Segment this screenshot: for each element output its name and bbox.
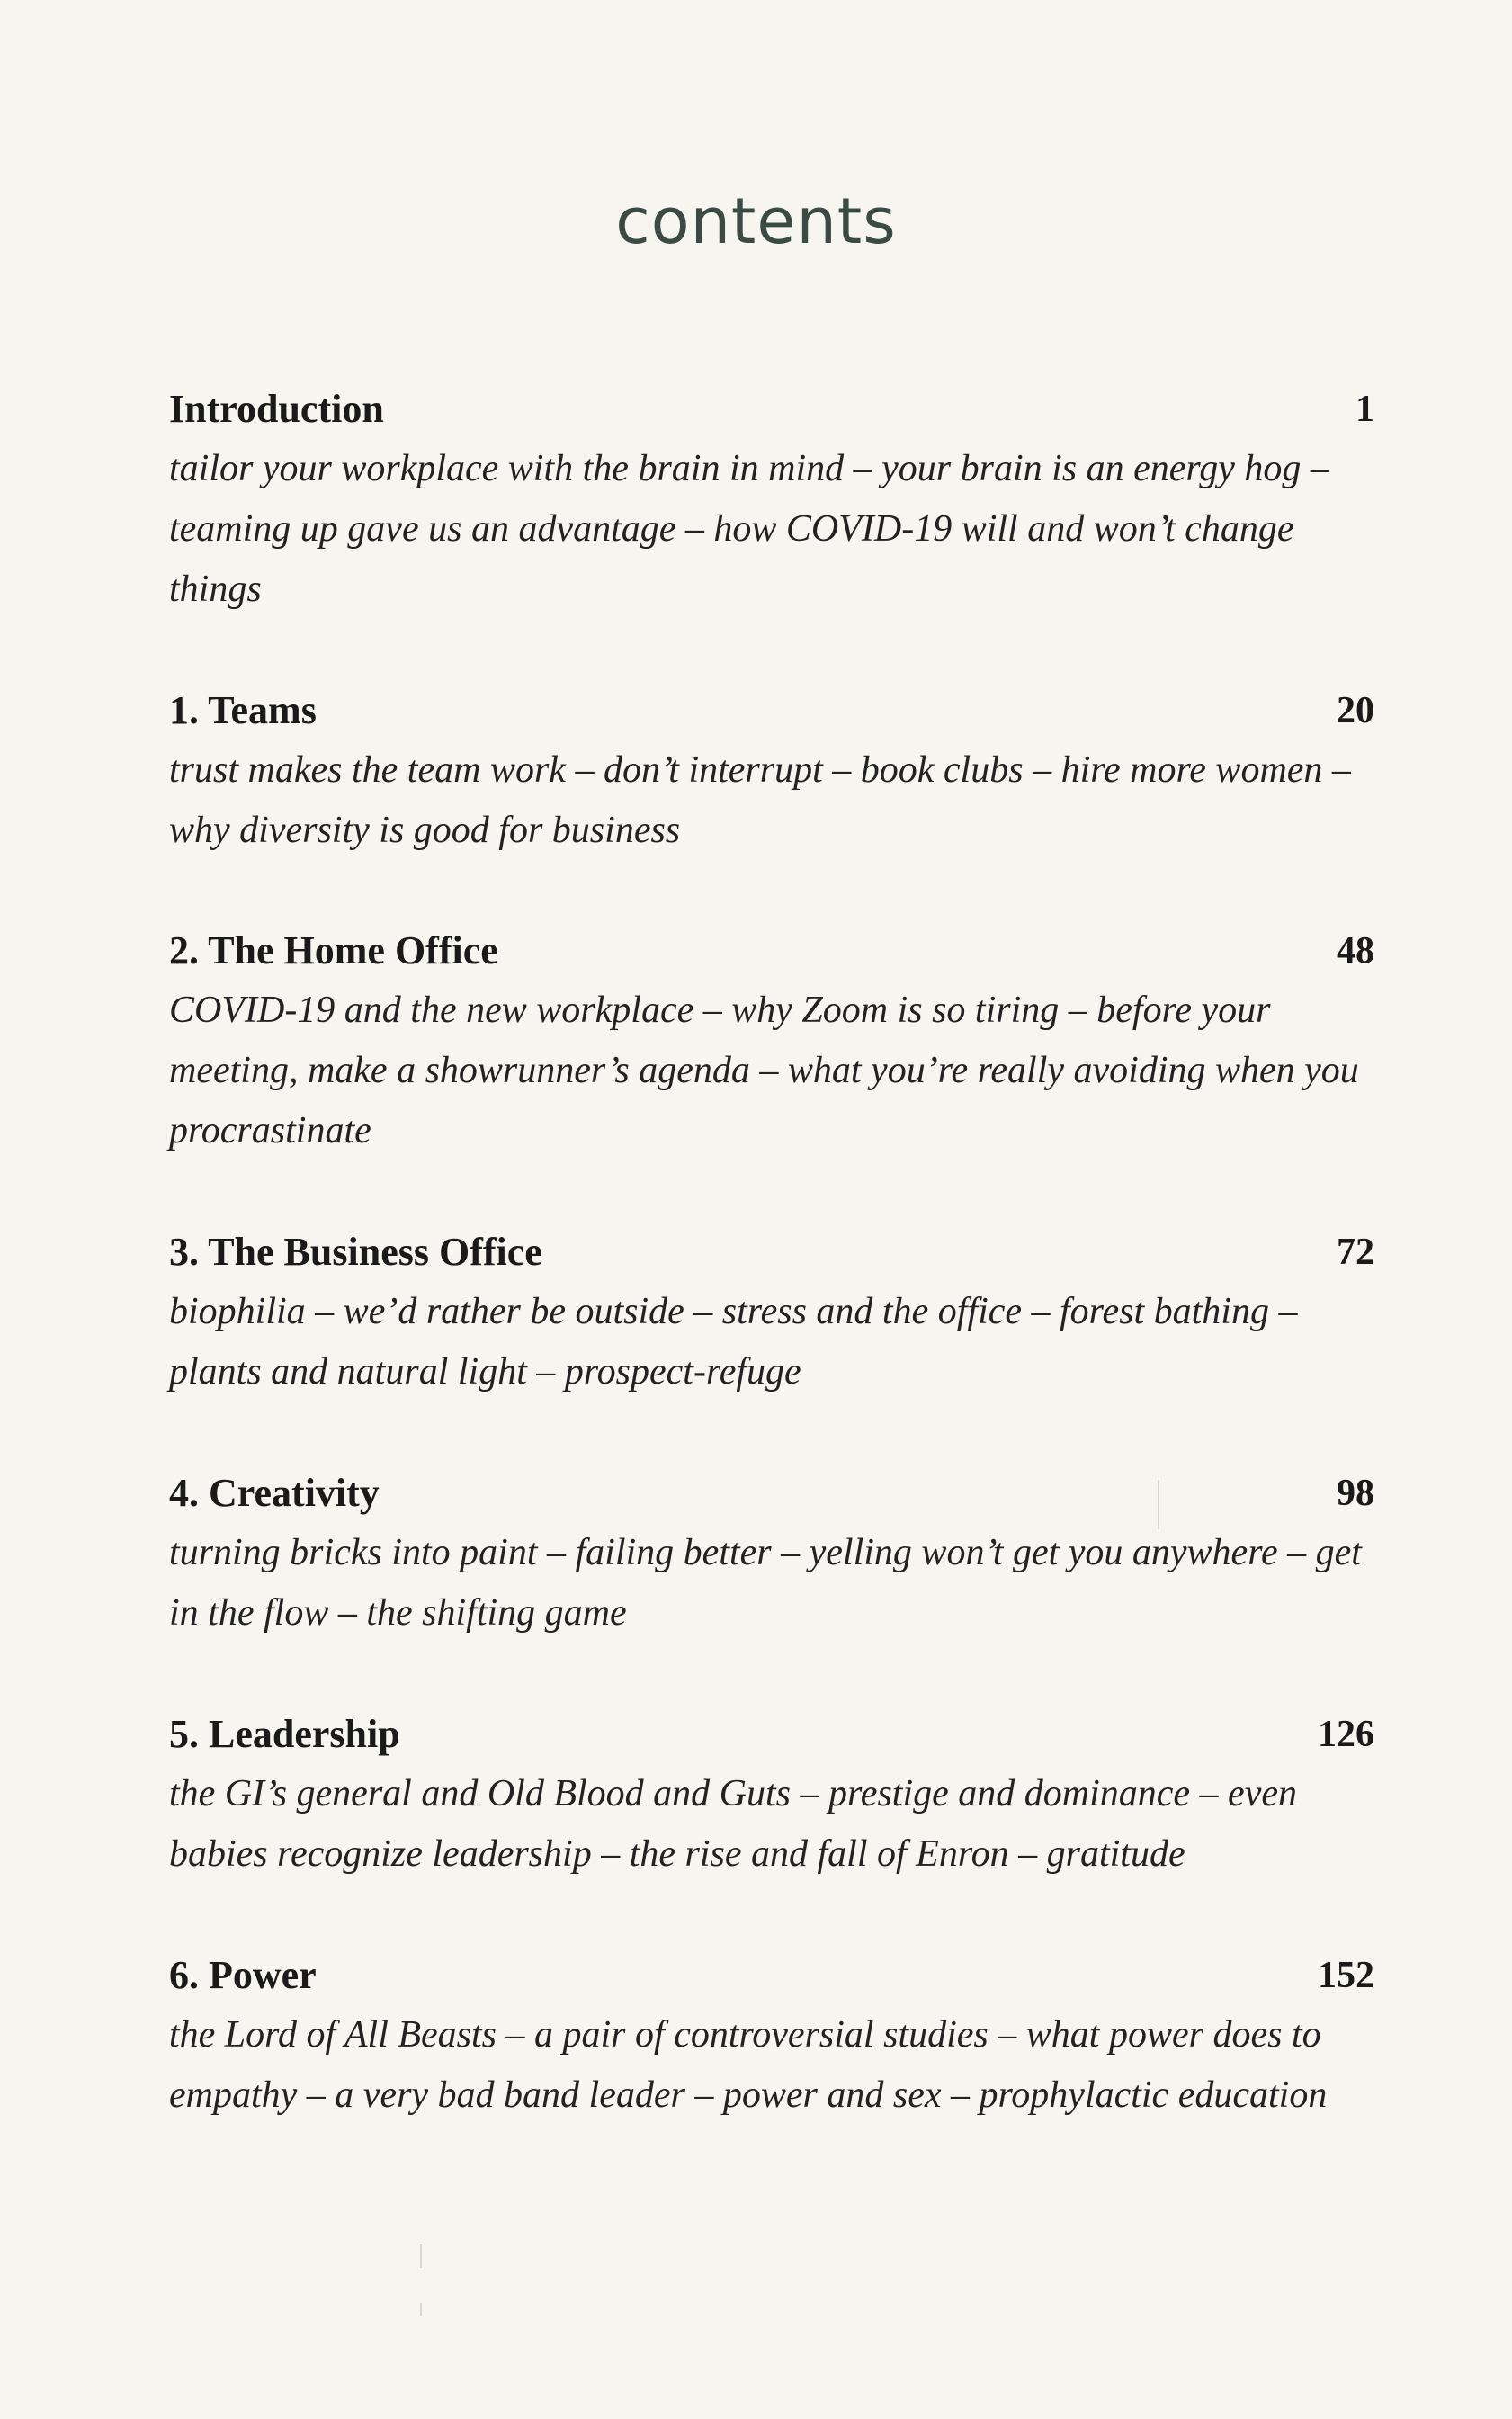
toc-entry-title: 2. The Home Office — [169, 928, 498, 972]
toc-entry-description: the GI’s general and Old Blood and Guts – prestige and dominance – even babies recognize leadership – the rise and fall of Enron – gratitude — [169, 1773, 1297, 1875]
toc-entry-page-number: 48 — [1337, 930, 1374, 972]
toc-entry-header — [169, 380, 1374, 439]
toc-entry-business-office — [169, 1223, 1374, 1402]
toc-entry-introduction — [169, 380, 1374, 620]
toc-entry-page-number: 98 — [1337, 1473, 1374, 1514]
toc-entry-teams — [169, 681, 1374, 861]
toc-entry-creativity — [169, 1464, 1374, 1644]
toc-entry-description: trust makes the team work – don’t interrupt – book clubs – hire more women – why diversity is good for business — [169, 749, 1351, 851]
toc-entry-title: 5. Leadership — [169, 1712, 400, 1756]
toc-entry-leadership — [169, 1705, 1374, 1885]
toc-entry-title: 6. Power — [169, 1953, 317, 1997]
toc-entry-header — [169, 681, 1374, 740]
toc-entry-header — [169, 1223, 1374, 1282]
toc-entry-header — [169, 1946, 1374, 2005]
toc-entry-home-office — [169, 921, 1374, 1161]
toc-entry-power — [169, 1946, 1374, 2126]
toc-entry-description: turning bricks into paint – failing better – yelling won’t get you anywhere – get in the flow – the shifting game — [169, 1532, 1362, 1634]
toc-entry-page-number: 126 — [1318, 1714, 1374, 1755]
toc-entry-page-number: 72 — [1337, 1232, 1374, 1273]
toc-entry-title: Introduction — [169, 387, 384, 431]
toc-entry-page-number: 20 — [1337, 690, 1374, 731]
toc-entry-description: tailor your workplace with the brain in mind – your brain is an energy hog – teaming up gave us an advantage – how COVID-19 will and won’t change things — [169, 448, 1329, 610]
toc-entry-description: biophilia – we’d rather be outside – stress and the office – forest bathing – plants and natural light – prospect-refuge — [169, 1291, 1298, 1393]
toc-entry-header — [169, 1464, 1374, 1523]
toc-entry-title: 4. Creativity — [169, 1471, 380, 1515]
toc-entry-title: 1. Teams — [169, 688, 317, 732]
page-heading: contents — [615, 184, 897, 258]
toc-entry-page-number: 1 — [1355, 389, 1374, 430]
toc-entry-description: COVID-19 and the new workplace – why Zoom is so tiring – before your meeting, make a showrunner’s agenda – what you’re really avoiding when you procrastinate — [169, 990, 1359, 1151]
toc-entry-header — [169, 921, 1374, 981]
toc-entry-page-number: 152 — [1318, 1955, 1374, 1996]
scan-mark — [420, 2244, 422, 2268]
scan-mark — [1158, 1480, 1159, 1529]
toc-entry-header — [169, 1705, 1374, 1764]
toc-entry-description: the Lord of All Beasts – a pair of controversial studies – what power does to empathy – a very bad band leader – power and sex – prophylactic education — [169, 2014, 1328, 2116]
toc-entry-title: 3. The Business Office — [169, 1230, 542, 1274]
scan-mark — [420, 2303, 422, 2316]
